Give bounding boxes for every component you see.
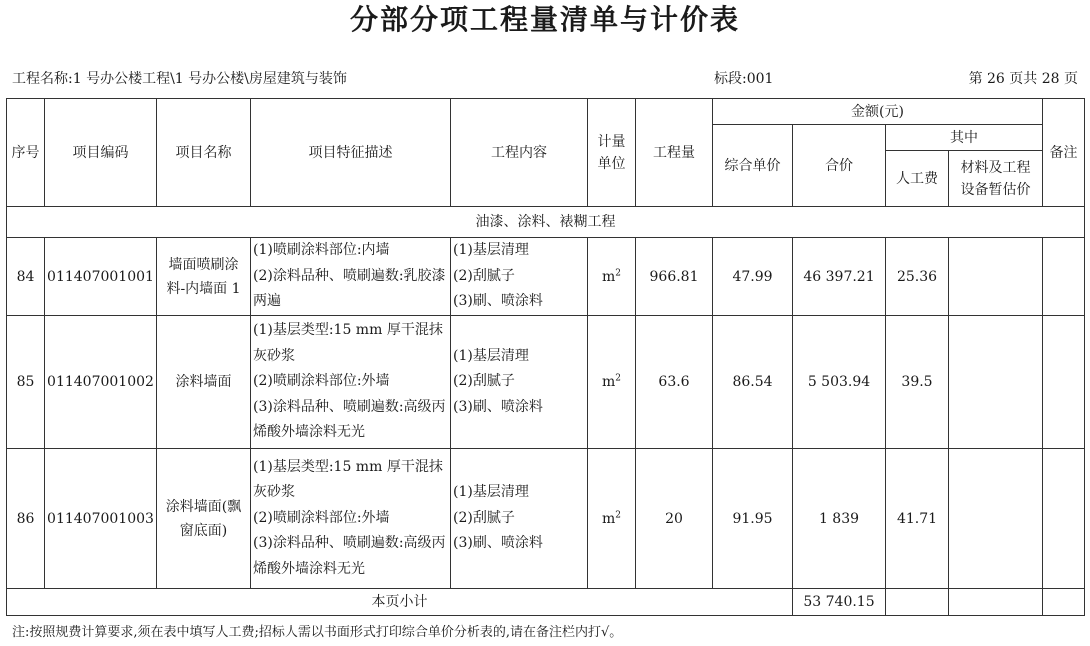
row-qty: 966.81 — [636, 238, 713, 316]
row-features — [251, 449, 451, 589]
section-number: 标段:001 — [714, 71, 774, 87]
row-total: 1 839 — [793, 449, 886, 589]
table-row — [7, 316, 1085, 449]
col-header-unit-price: 综合单价 — [713, 125, 793, 207]
feature-line: (1)基层类型:15 mm 厚干混抹灰砂浆 — [253, 322, 443, 364]
row-unit: $m^2$ — [588, 238, 636, 316]
row-unit-price: 47.99 — [713, 238, 793, 316]
row-code: 011407001003 — [45, 449, 157, 589]
row-work — [451, 449, 588, 589]
row-labor: 41.71 — [886, 449, 949, 589]
feature-line: (2)涂料品种、喷刷遍数:乳胶漆两遍 — [253, 267, 446, 310]
table-row — [7, 449, 1085, 589]
feature-line: (1)喷刷涂料部位:内墙 — [253, 242, 390, 259]
row-materials — [949, 238, 1043, 316]
col-header-name: 项目名称 — [157, 99, 251, 207]
row-features — [251, 238, 451, 316]
row-remark — [1043, 316, 1085, 449]
subtotal-labor — [886, 589, 949, 616]
subtotal-row — [7, 589, 1085, 616]
row-labor: 39.5 — [886, 316, 949, 449]
work-line: (2)刮腻子 — [453, 267, 515, 284]
row-seq: 86 — [7, 449, 45, 589]
page-title: 分部分项工程量清单与计价表 — [349, 3, 740, 36]
row-unit-price: 86.54 — [713, 316, 793, 449]
work-line: (3)刷、喷涂料 — [453, 398, 543, 415]
col-header-seq: 序号 — [7, 99, 45, 207]
row-remark — [1043, 238, 1085, 316]
row-code: 011407001001 — [45, 238, 157, 316]
row-materials — [949, 449, 1043, 589]
work-line: (1)基层清理 — [453, 484, 529, 501]
row-labor: 25.36 — [886, 238, 949, 316]
col-header-total: 合价 — [793, 125, 886, 207]
row-qty: 63.6 — [636, 316, 713, 449]
col-header-work: 工程内容 — [451, 99, 588, 207]
feature-line: (2)喷刷涂料部位:外墙 — [253, 373, 390, 390]
row-seq: 85 — [7, 316, 45, 449]
row-code: 011407001002 — [45, 316, 157, 449]
footnote: 注:按照规费计算要求,须在表中填写人工费;招标人需以书面形式打印综合单价分析表的,请在备注栏内打√。 — [12, 625, 623, 640]
row-unit-price: 91.95 — [713, 449, 793, 589]
row-remark — [1043, 449, 1085, 589]
table-row — [7, 238, 1085, 316]
row-unit: $m^2$ — [588, 316, 636, 449]
row-total: 46 397.21 — [793, 238, 886, 316]
work-line: (1)基层清理 — [453, 242, 529, 259]
page-info: 第 26 页共 28 页 — [968, 71, 1078, 87]
bill-table — [6, 98, 1085, 616]
feature-line: (1)基层类型:15 mm 厚干混抹灰砂浆 — [253, 458, 443, 501]
row-unit: $m^2$ — [588, 449, 636, 589]
col-header-qty: 工程量 — [636, 99, 713, 207]
subtotal-label: 本页小计 — [7, 589, 793, 616]
col-header-materials: 材料及工程设备暂估价 — [949, 151, 1043, 207]
work-line: (2)刮腻子 — [453, 373, 515, 390]
subtotal-remark — [1043, 589, 1085, 616]
col-header-unit: 计量单位 — [588, 99, 636, 207]
feature-line: (3)涂料品种、喷刷遍数:高级丙烯酸外墙涂料无光 — [253, 535, 446, 577]
col-header-remark: 备注 — [1043, 99, 1085, 207]
row-work — [451, 238, 588, 316]
project-name: 工程名称:1 号办公楼工程\1 号办公楼\房屋建筑与装饰 — [12, 71, 347, 87]
col-header-labor: 人工费 — [886, 151, 949, 207]
col-header-amount: 金额(元) — [713, 99, 1043, 125]
col-header-of-which: 其中 — [886, 125, 1043, 151]
row-seq: 84 — [7, 238, 45, 316]
work-line: (1)基层清理 — [453, 347, 529, 364]
row-name: 涂料墙面 — [157, 316, 251, 449]
row-features — [251, 316, 451, 449]
work-line: (3)刷、喷涂料 — [453, 293, 543, 310]
row-work — [451, 316, 588, 449]
subtotal-total: 53 740.15 — [793, 589, 886, 616]
feature-line: (2)喷刷涂料部位:外墙 — [253, 509, 390, 526]
section-title: 油漆、涂料、裱糊工程 — [7, 207, 1085, 238]
row-qty: 20 — [636, 449, 713, 589]
work-line: (2)刮腻子 — [453, 509, 515, 526]
col-header-code: 项目编码 — [45, 99, 157, 207]
row-total: 5 503.94 — [793, 316, 886, 449]
row-name: 涂料墙面(飘窗底面) — [157, 449, 251, 589]
subtotal-materials — [949, 589, 1043, 616]
col-header-features: 项目特征描述 — [251, 99, 451, 207]
row-name: 墙面喷刷涂料-内墙面 1 — [157, 238, 251, 316]
row-materials — [949, 316, 1043, 449]
feature-line: (3)涂料品种、喷刷遍数:高级丙烯酸外墙涂料无光 — [253, 398, 446, 441]
work-line: (3)刷、喷涂料 — [453, 535, 543, 552]
